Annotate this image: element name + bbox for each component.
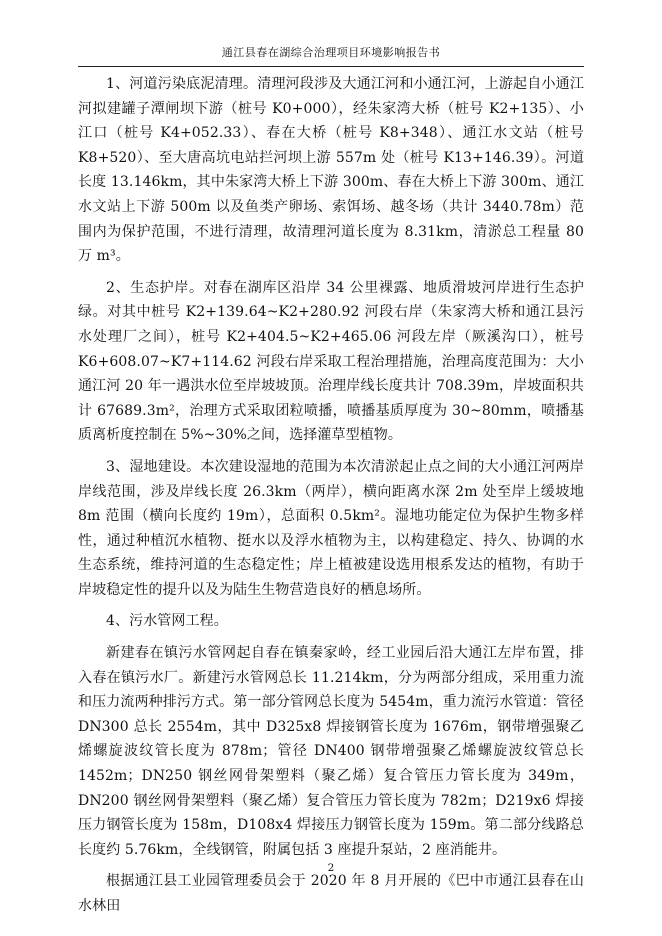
paragraph-wetland: 3、湿地建设。本次建设湿地的范围为本次清淤起止点之间的大小通江河两岸岸线范围，涉及岸线长度 26.3km（两岸），横向距离水深 2m 处至岸上缓坡地 8m 范围（横向长度约 19m），总面积 0.5km²。湿地功能定位为保护生物多样性，通过种植沉水植物、挺水以及浮水植物为主，以构建稳定、持久、协调的水生态系统，维持河道的生态稳定性；岸上植被建设选用根系发达的植物，有助于岸坡稳定性的提升以及为陆生生物营造良好的栖息场所。 xyxy=(78,458,584,598)
document-body xyxy=(78,70,584,919)
paragraph-sewer-heading: 4、污水管网工程。 xyxy=(106,613,228,630)
paragraph-ecological-revetment: 2、生态护岸。对春在湖库区沿岸 34 公里裸露、地质滑坡河岸进行生态护绿。对其中桩号 K2+139.64~K2+280.92 河段右岸（朱家湾大桥和通江县污水处理厂之间），桩号 K2+404.5~K2+465.06 河段左岸（厥溪沟口），桩号 K6+608.07~K7+114.62 河段右岸采取工程治理措施，治理高度范围为：大小通江河 20 年一遇洪水位至岸坡坡顶。治理岸线长度共计 708.39m，岸坡面积共计 67689.3m²，治理方式采取团粒喷播，喷播基质厚度为 30~80mm，喷播基质离析度控制在 5%~30%之间，选择灌草型植物。 xyxy=(78,279,584,444)
page-header xyxy=(78,44,584,67)
paragraph-dredging: 1、河道污染底泥清理。清理河段涉及大通江河和小通江河，上游起自小通江河拟建罐子潭闸坝下游（桩号 K0+000），经朱家湾大桥（桩号 K2+135）、小江口（桩号 K4+052.33）、春在大桥（桩号 K8+348）、通江水文站（桩号 K8+520）、至大唐高坑电站拦河坝上游 557m 处（桩号 K13+146.39）。河道长度 13.146km，其中朱家湾大桥上下游 300m、春在大桥上下游 300m、通江水文站上下游 500m 以及鱼类产卵场、索饵场、越冬场（共计 3440.78m）范围内为保护范围，不进行清理，故清理河道长度为 8.31km，清淤总工程量 80 万 m³。 xyxy=(78,76,584,265)
document-title: 通江县春在湖综合治理项目环境影响报告书 xyxy=(221,46,441,59)
paragraph-sewer-network: 新建春在镇污水管网起自春在镇秦家岭，经工业园后沿大通江左岸布置，排入春在镇污水厂。新建污水管网总长 11.214km，分为两部分组成，采用重力流和压力流两种排污方式。第一部分管网总长度为 5454m，重力流污水管道：管径 DN300 总长 2554m，其中 D325x8 焊接钢管长度为 1676m，钢带增强聚乙烯螺旋波纹管长度为 878m；管径 DN400 钢带增强聚乙烯螺旋波纹管总长 1452m；DN250 钢丝网骨架塑料（聚乙烯）复合管压力管长度为 349m，DN200 钢丝网骨架塑料（聚乙烯）复合管压力管长度为 782m；D219x6 焊接压力钢管长度为 158m，D108x4 焊接压力钢管长度为 159m。第二部分线路总长度约 5.76km，全线钢管，附属包括 3 座提升泵站，2 座消能井。 xyxy=(78,645,584,858)
page-number: 2 xyxy=(327,862,335,874)
paragraph-industrial-park: 根据通江县工业园管理委员会于 2020 年 8 月开展的《巴中市通江县春在山水林田 xyxy=(78,873,584,914)
